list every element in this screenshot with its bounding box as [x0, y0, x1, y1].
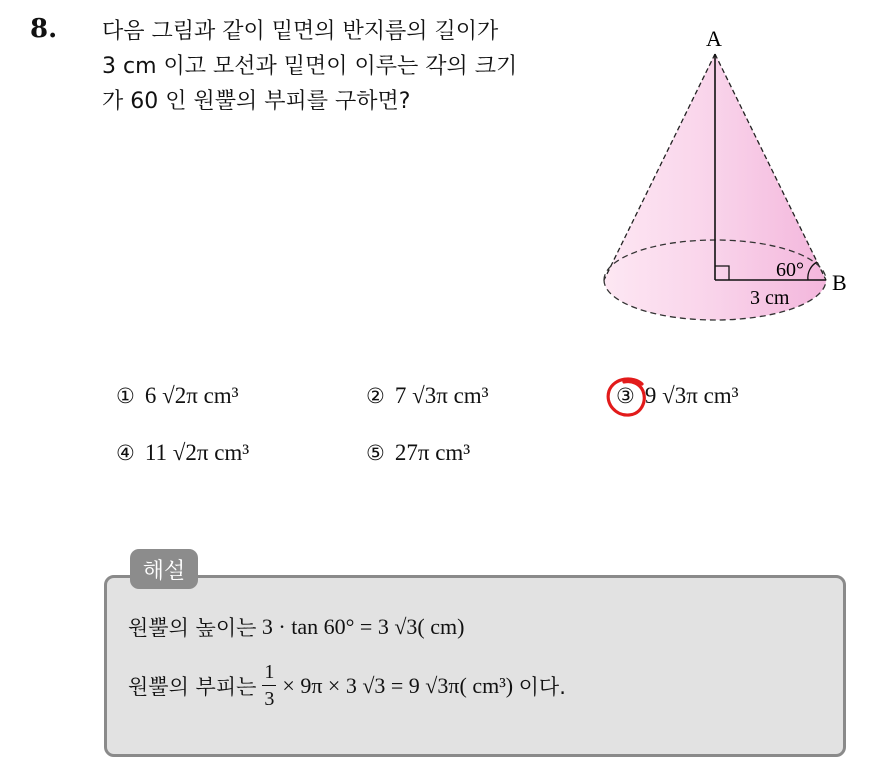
solution-line-2-suffix: 이다.: [518, 674, 566, 699]
question-line: 3 cm 이고 모선과 밑면이 이루는 각의 크기: [102, 54, 518, 79]
choice-5[interactable]: [366, 440, 470, 466]
solution-line-2-text: 원뿔의 부피는: [128, 674, 257, 699]
solution-line-2: [128, 662, 566, 709]
question-line: 다음 그림과 같이 밑면의 반지름의 길이가: [102, 19, 499, 44]
choice-2[interactable]: [366, 383, 489, 409]
choice-number: ①: [116, 384, 135, 408]
question-text: [102, 14, 592, 119]
choice-1[interactable]: [116, 383, 239, 409]
radius-label: 3 cm: [750, 287, 790, 309]
apex-label: A: [706, 26, 722, 51]
angle-label: 60°: [776, 259, 804, 281]
fraction-numerator: 1: [264, 661, 275, 683]
solution-line-1-text: 원뿔의 높이는: [128, 616, 257, 640]
question-number: 8.: [30, 14, 58, 44]
choice-4[interactable]: [116, 440, 249, 466]
solution-line-1-math: 3 · tan 60° = 3 √3( cm): [261, 614, 465, 639]
choice-text: 11 √2π cm³: [144, 440, 250, 465]
cone-figure: [590, 20, 880, 340]
solution-line-1: [128, 612, 464, 642]
choice-number: ③: [616, 384, 635, 408]
fraction-denominator: 3: [264, 688, 275, 710]
fraction: [262, 662, 276, 709]
choice-text: 6 √2π cm³: [144, 383, 239, 408]
selected-answer-mark: [604, 374, 650, 420]
base-point-label: B: [832, 270, 847, 295]
choice-text: 27π cm³: [394, 440, 471, 465]
choice-text: 9 √3π cm³: [644, 383, 739, 408]
choice-number: ②: [366, 384, 385, 408]
fraction-bar: [262, 685, 276, 686]
question-line: 가 60 인 원뿔의 부피를 구하면?: [102, 89, 411, 114]
solution-tag: 해설: [130, 549, 198, 589]
solution-line-2-math: × 9π × 3 √3 = 9 √3π( cm³): [282, 672, 514, 698]
choice-number: ⑤: [366, 441, 385, 465]
choice-text: 7 √3π cm³: [394, 383, 489, 408]
choice-number: ④: [116, 441, 135, 465]
